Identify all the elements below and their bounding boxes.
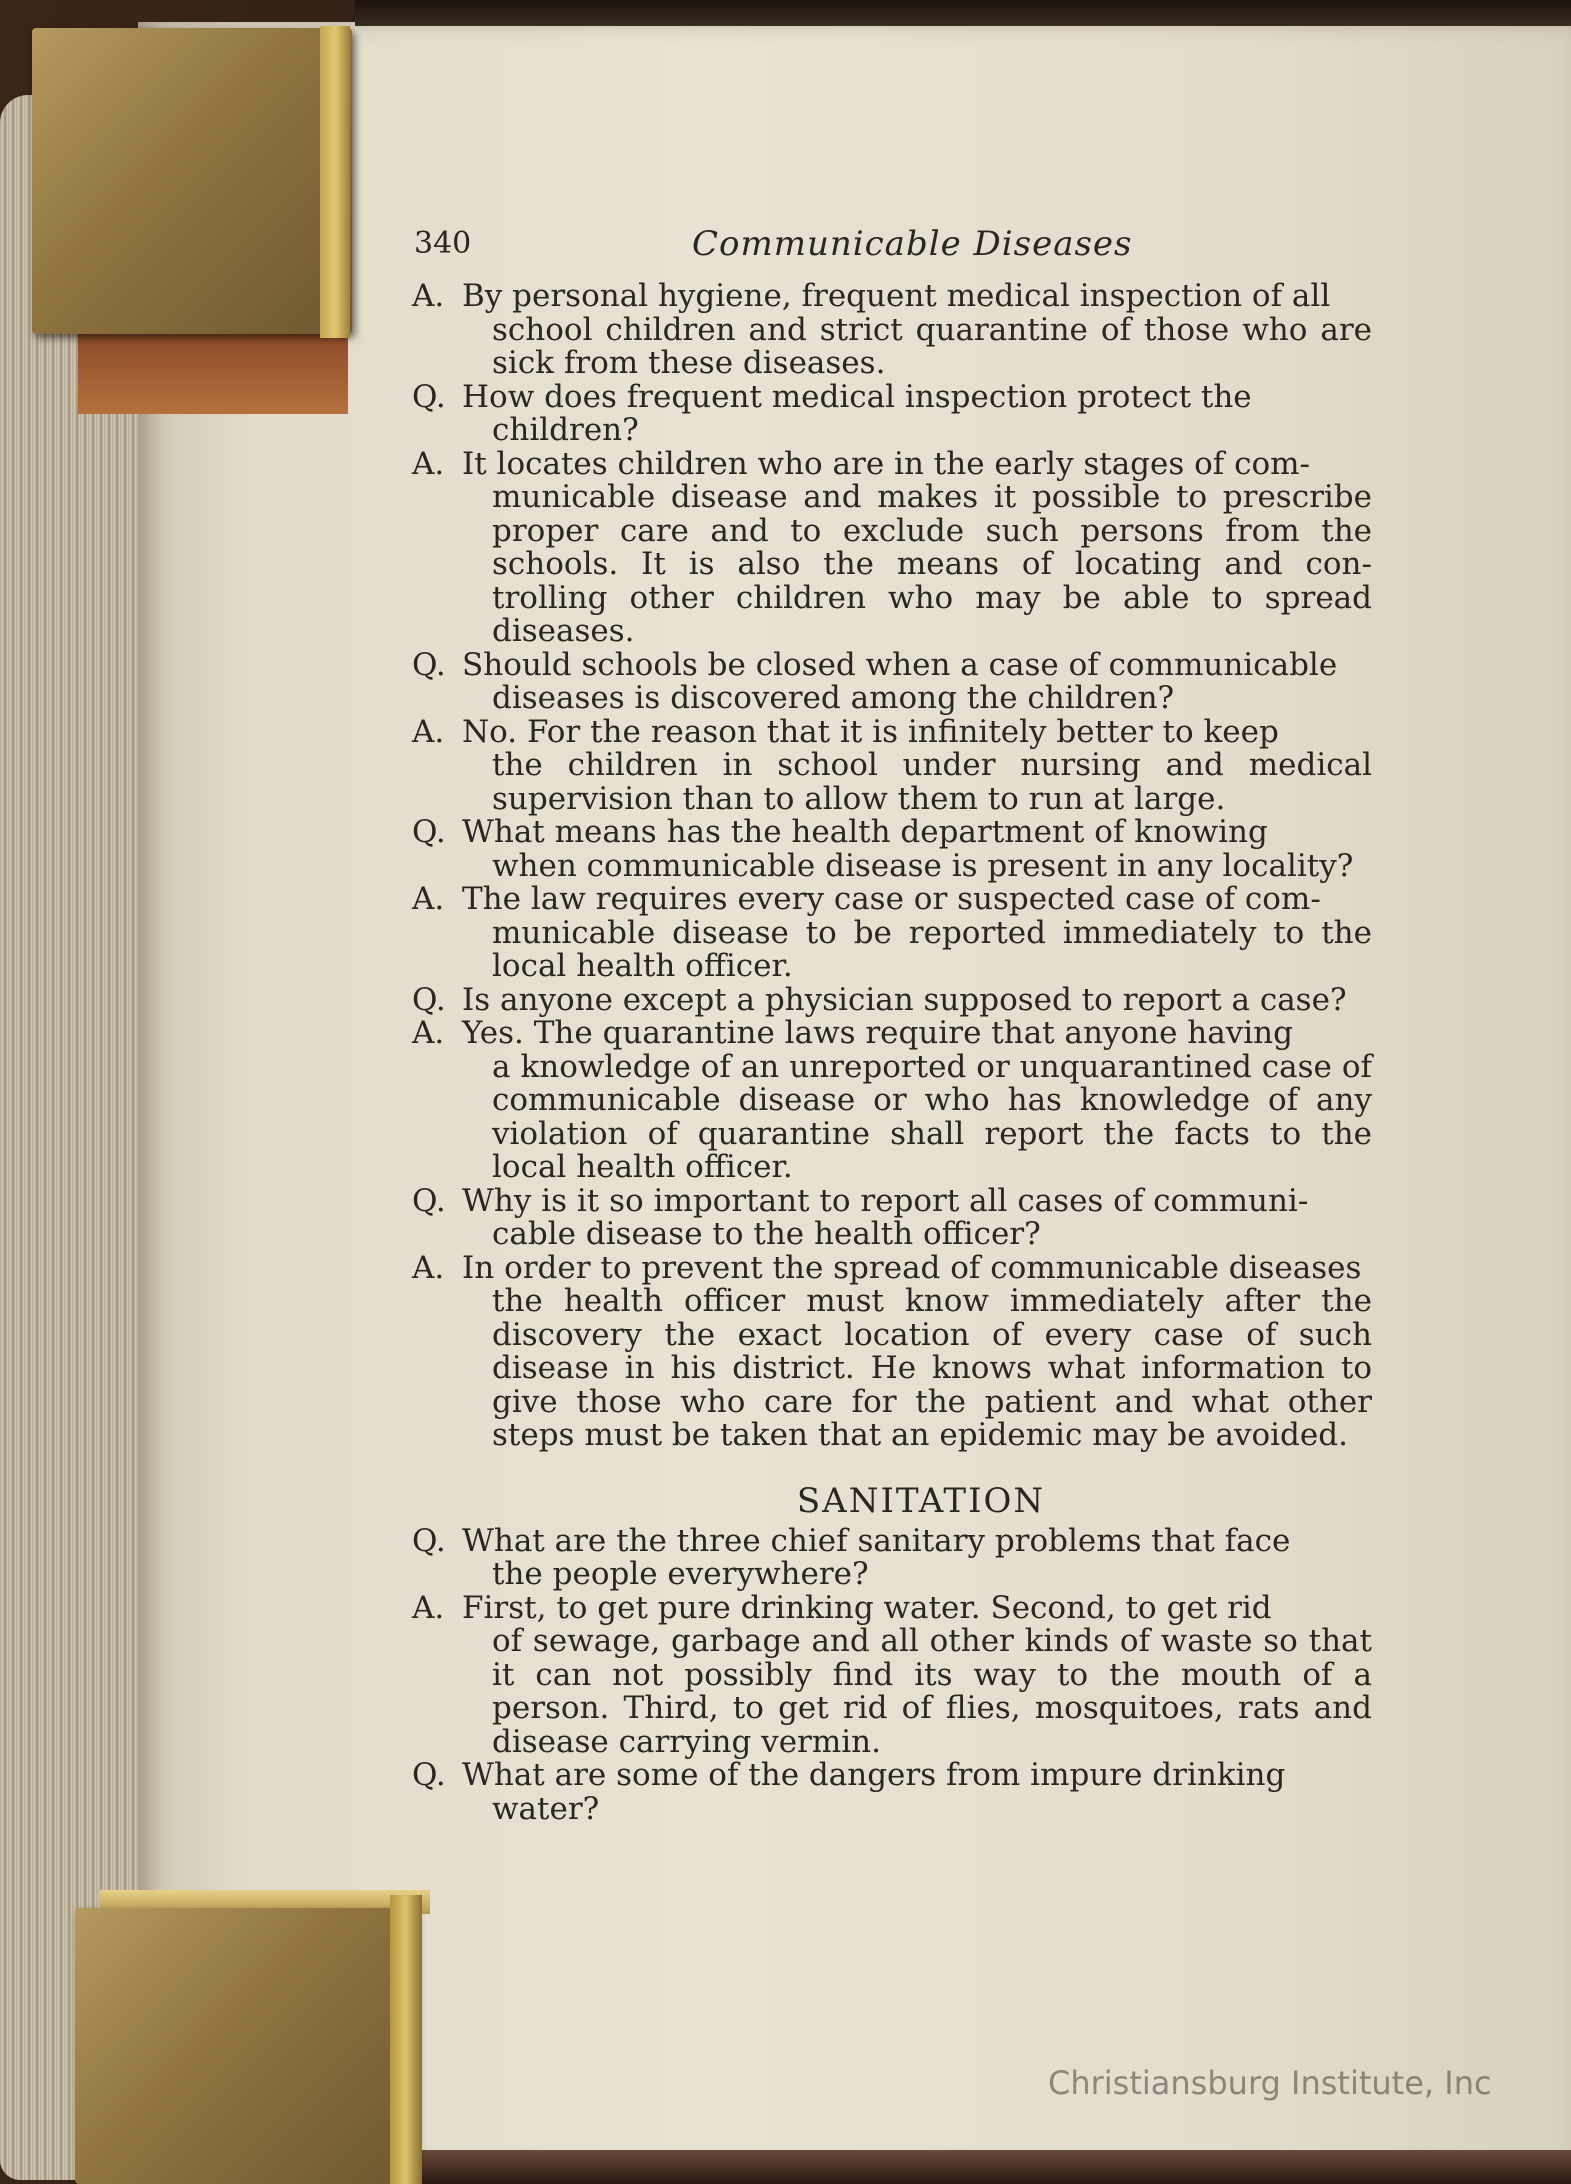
qa-body: [462, 445, 1372, 649]
qa-continuation: children?: [492, 412, 639, 448]
qa-first-line: How does frequent medical inspection protect the: [462, 378, 1252, 415]
qa-label: Q.: [412, 1757, 446, 1793]
qa-first-line: The law requires every case or suspected case of com-: [462, 881, 1321, 917]
qa-continuation: when communicable disease is present in any locality?: [492, 847, 1354, 884]
qa-body: [462, 713, 1372, 817]
qa-label: A.: [412, 278, 445, 314]
qa-continuation: municable disease and makes it possible to prescribe proper care and to exclude such persons from the schools. It is also the means of locating and con- trolling other children who may be able to spread diseases.: [492, 479, 1372, 649]
qa-body: [462, 1759, 1372, 1826]
qa-first-line: What are some of the dangers from impure drinking: [462, 1757, 1286, 1793]
qa-label: A.: [412, 445, 445, 482]
qa-label: A.: [412, 1015, 445, 1051]
watermark: Christiansburg Institute, Inc: [1048, 2064, 1492, 2102]
qa-body: [462, 646, 1372, 716]
qa-body: [462, 280, 1372, 381]
section-heading: SANITATION: [796, 1480, 1046, 1521]
running-head: [400, 220, 1372, 280]
qa-entry: [400, 1249, 1372, 1453]
qa-first-line: First, to get pure drinking water. Second, to get rid: [462, 1589, 1272, 1626]
page-number: 340: [414, 226, 472, 261]
brass-corner-bottom-side: [390, 1895, 422, 2184]
page-text: [400, 220, 1372, 1826]
qa-body: [462, 1589, 1372, 1760]
qa-entry: [400, 1589, 1372, 1760]
qa-body: [462, 1249, 1372, 1453]
qa-label: Q.: [412, 981, 446, 1018]
qa-first-line: In order to prevent the spread of communicable diseases: [462, 1249, 1362, 1286]
qa-label: A.: [412, 713, 445, 750]
qa-continuation: the people everywhere?: [492, 1556, 869, 1592]
top-dark-edge: [355, 0, 1571, 26]
qa-body: [462, 378, 1372, 448]
corner-shadow: [78, 334, 348, 414]
qa-label: A.: [412, 881, 445, 917]
brass-corner-bottom: [75, 1908, 415, 2184]
qa-first-line: It locates children who are in the early stages of com-: [462, 445, 1311, 482]
qa-entry: [400, 445, 1372, 649]
qa-first-line: What are the three chief sanitary problems that face: [462, 1522, 1291, 1559]
qa-list-communicable: [400, 280, 1372, 1453]
qa-label: Q.: [412, 1522, 446, 1559]
qa-label: Q.: [412, 378, 446, 415]
qa-label: Q.: [412, 1182, 446, 1219]
qa-first-line: Should schools be closed when a case of communicable: [462, 646, 1338, 683]
qa-label: A.: [412, 1589, 445, 1626]
qa-continuation: diseases is discovered among the children?: [492, 680, 1175, 716]
qa-entry: [400, 816, 1372, 883]
bottom-dark-edge: [420, 2150, 1571, 2184]
qa-continuation: the children in school under nursing and medical supervision than to allow them to run at large.: [492, 747, 1372, 817]
qa-label: Q.: [412, 814, 446, 850]
qa-entry: [400, 1017, 1372, 1185]
qa-body: [462, 816, 1372, 883]
qa-body: [462, 1182, 1372, 1252]
qa-body: [462, 981, 1372, 1018]
qa-continuation: a knowledge of an unreported or unquarantined case of communicable disease or who has knowledge of any violation of quarantine shall report the facts to the local health officer.: [492, 1048, 1372, 1185]
qa-continuation: water?: [492, 1790, 600, 1827]
brass-corner-top-lip: [320, 26, 350, 338]
qa-first-line: No. For the reason that it is infinitely better to keep: [462, 713, 1279, 750]
qa-continuation: cable disease to the health officer?: [492, 1216, 1041, 1252]
qa-entry: [400, 981, 1372, 1018]
qa-first-line: Is anyone except a physician supposed to report a case?: [462, 981, 1347, 1018]
qa-continuation: school children and strict quarantine of those who are sick from these diseases.: [492, 311, 1372, 381]
qa-entry: [400, 883, 1372, 984]
qa-entry: [400, 1182, 1372, 1252]
qa-body: [462, 1017, 1372, 1185]
qa-label: Q.: [412, 646, 446, 683]
qa-first-line: What means has the health department of knowing: [462, 814, 1268, 850]
qa-entry: [400, 1522, 1372, 1592]
qa-body: [462, 1522, 1372, 1592]
qa-entry: [400, 646, 1372, 716]
qa-first-line: Why is it so important to report all cases of communi-: [462, 1182, 1309, 1219]
qa-entry: [400, 378, 1372, 448]
brass-corner-top: [32, 28, 352, 334]
qa-label: A.: [412, 1249, 445, 1286]
qa-entry: [400, 713, 1372, 817]
qa-continuation: the health officer must know immediately after the discovery the exact location of every case of such disease in his district. He knows what information to give those who care for the patient and what other steps must be taken that an epidemic may be avoided.: [492, 1283, 1372, 1453]
qa-first-line: By personal hygiene, frequent medical inspection of all: [462, 278, 1331, 314]
qa-continuation: municable disease to be reported immediately to the local health officer.: [492, 914, 1372, 984]
qa-body: [462, 883, 1372, 984]
qa-first-line: Yes. The quarantine laws require that anyone having: [462, 1015, 1293, 1051]
qa-continuation: of sewage, garbage and all other kinds of waste so that it can not possibly find its way to the mouth of a person. Third, to get rid of flies, mosquitoes, rats and disease carrying vermin.: [492, 1623, 1372, 1760]
qa-list-sanitation: [400, 1522, 1372, 1827]
page-title: Communicable Diseases: [692, 224, 1133, 264]
qa-entry: [400, 280, 1372, 381]
qa-entry: [400, 1759, 1372, 1826]
